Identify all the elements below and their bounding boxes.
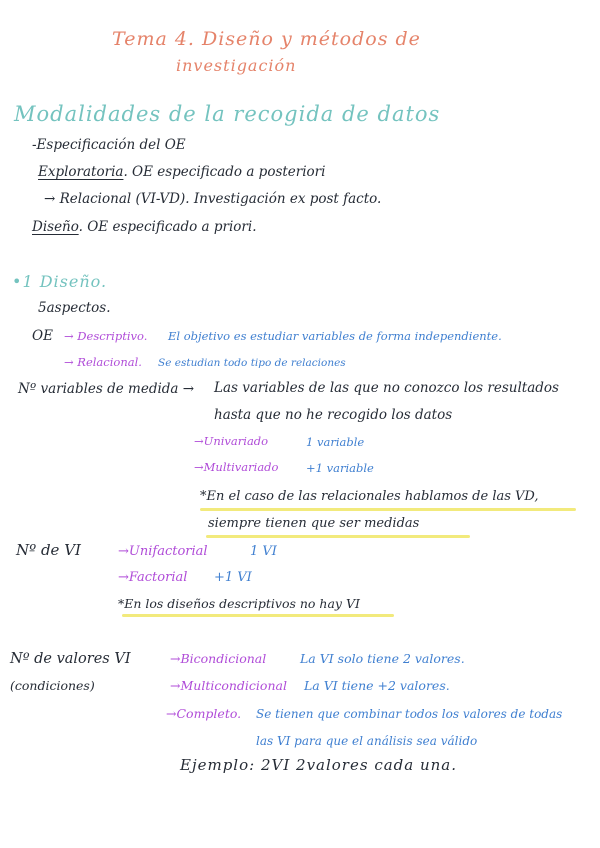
line-diseno <box>32 221 257 235</box>
line-especificacion: -Especificación del OE <box>32 137 186 153</box>
label-factorial: →Factorial <box>118 570 188 585</box>
example-line: Ejemplo: 2VI 2valores cada una. <box>180 756 458 774</box>
text-nvariables-1: Las variables de las que no conozco los resultados <box>214 380 559 396</box>
text-univariado: 1 variable <box>306 435 365 449</box>
text-nvariables-2: hasta que no he recogido los datos <box>214 407 453 423</box>
note-descriptivos: *En los diseños descriptivos no hay VI <box>118 596 360 611</box>
label-oe: OE <box>32 328 53 344</box>
text-bicondicional: La VI solo tiene 2 valores. <box>300 651 465 666</box>
text-factorial: +1 VI <box>214 570 252 585</box>
label-completo: →Completo. <box>166 706 242 721</box>
label-unifactorial: →Unifactorial <box>118 544 208 559</box>
text-unifactorial: 1 VI <box>250 544 277 559</box>
def-diseno: . OE especificado a priori. <box>78 219 257 235</box>
line-aspectos: 5aspectos. <box>38 300 111 316</box>
label-descriptivo: → Descriptivo. <box>64 329 148 343</box>
label-nvi: Nº de VI <box>16 541 81 559</box>
line-exploratoria <box>38 166 325 180</box>
label-multivariado: →Multivariado <box>194 460 279 474</box>
term-diseno: Diseño <box>32 219 79 235</box>
label-nvariables: Nº variables de medida → <box>18 381 195 397</box>
line-relacional: → Relacional (VI-VD). Investigación ex post facto. <box>44 191 382 207</box>
text-completo-1: Se tienen que combinar todos los valores de todas <box>256 707 563 721</box>
label-nvalores: Nº de valores VI <box>10 651 131 667</box>
text-multicondicional: La VI tiene +2 valores. <box>304 678 450 693</box>
note-relacionales-2: siempre tienen que ser medidas <box>208 516 420 531</box>
label-multicondicional: →Multicondicional <box>170 678 287 693</box>
text-multivariado: +1 variable <box>306 461 374 475</box>
highlight-note-2 <box>206 535 470 538</box>
text-completo-2: las VI para que el análisis sea válido <box>256 734 478 748</box>
section-heading-diseno: •1 Diseño. <box>12 272 108 291</box>
page-title-line1: Tema 4. Diseño y métodos de <box>112 28 421 50</box>
highlight-note-1 <box>200 508 576 511</box>
text-relacional: Se estudian todo tipo de relaciones <box>158 357 346 369</box>
text-descriptivo: El objetivo es estudiar variables de forma independiente. <box>168 329 502 343</box>
label-bicondicional: →Bicondicional <box>170 651 267 666</box>
highlight-note-3 <box>122 614 394 617</box>
label-univariado: →Univariado <box>194 434 269 448</box>
note-relacionales-1: *En el caso de las relacionales hablamos de las VD, <box>200 489 539 504</box>
term-exploratoria: Exploratoria <box>38 164 124 180</box>
section-heading-modalidades: Modalidades de la recogida de datos <box>14 102 441 126</box>
label-condiciones: (condiciones) <box>10 678 95 693</box>
def-exploratoria: . OE especificado a posteriori <box>123 164 326 180</box>
page-title-line2: investigación <box>176 56 297 75</box>
label-relacional: → Relacional. <box>64 355 142 369</box>
